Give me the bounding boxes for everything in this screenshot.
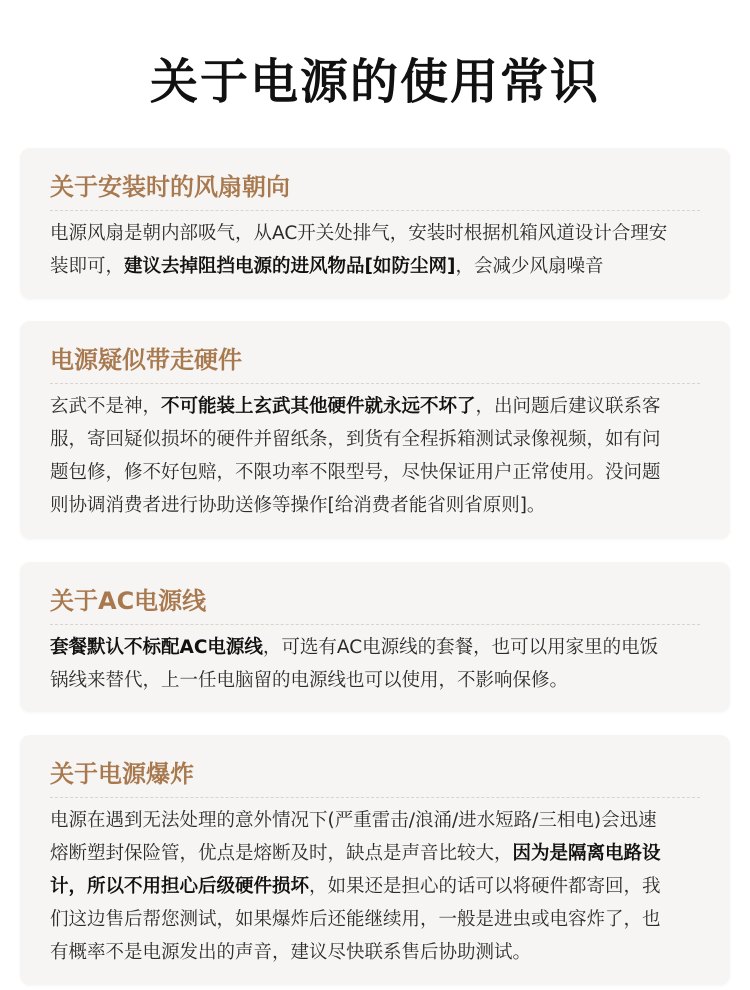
emphasis-text: 不可能装上玄武其他硬件就永远不坏了 bbox=[161, 396, 476, 417]
section-title: 关于电源爆炸 bbox=[50, 759, 700, 798]
emphasis-text: 计，所以不用担心后级硬件损坏 bbox=[50, 876, 310, 897]
paragraph-line bbox=[50, 631, 700, 664]
paragraph-line bbox=[50, 936, 700, 969]
paragraph-line bbox=[50, 804, 700, 837]
paragraph-line bbox=[50, 489, 700, 522]
section-card-psu-explosion bbox=[20, 735, 730, 985]
body-text: ，出问题后建议联系客 bbox=[475, 396, 661, 417]
body-text: 电源在遇到无法处理的意外情况下(严重雷击/浪涌/进水短路/三相电)会迅速 bbox=[50, 810, 657, 831]
emphasis-text: 因为是隔离电路设 bbox=[512, 843, 661, 864]
section-card-hardware-damage bbox=[20, 321, 730, 539]
section-body bbox=[50, 217, 700, 283]
section-body bbox=[50, 804, 700, 969]
body-text: 服，寄回疑似损坏的硬件并留纸条，到货有全程拆箱测试录像视频，如有问 bbox=[50, 429, 661, 450]
paragraph-line bbox=[50, 390, 700, 423]
paragraph-line bbox=[50, 423, 700, 456]
section-body bbox=[50, 631, 700, 697]
body-text: 锅线来替代，上一任电脑留的电源线也可以使用，不影响保修。 bbox=[50, 670, 569, 691]
body-text: 玄武不是神， bbox=[50, 396, 162, 417]
emphasis-text: 套餐默认不标配AC电源线 bbox=[50, 637, 263, 658]
body-text: ，会减少风扇噪音 bbox=[455, 256, 604, 277]
section-card-fan-orientation bbox=[20, 148, 730, 299]
body-text: 们这边售后帮您测试，如果爆炸后还能继续用，一般是进虫或电容炸了，也 bbox=[50, 909, 661, 930]
body-text: ，如果还是担心的话可以将硬件都寄回，我 bbox=[309, 876, 661, 897]
paragraph-line bbox=[50, 870, 700, 903]
body-text: 有概率不是电源发出的声音，建议尽快联系售后协助测试。 bbox=[50, 942, 532, 963]
body-text: 电源风扇是朝内部吸气，从AC开关处排气，安装时根据机箱风道设计合理安 bbox=[50, 223, 668, 244]
paragraph-line bbox=[50, 456, 700, 489]
emphasis-text: 建议去掉阻挡电源的进风物品[如防尘网] bbox=[124, 256, 456, 277]
paragraph-line bbox=[50, 217, 700, 250]
paragraph-line bbox=[50, 837, 700, 870]
body-text: 装即可， bbox=[50, 256, 125, 277]
section-body bbox=[50, 390, 700, 522]
body-text: 熔断塑封保险管，优点是熔断及时，缺点是声音比较大， bbox=[50, 843, 513, 864]
section-title: 电源疑似带走硬件 bbox=[50, 345, 700, 384]
body-text: 则协调消费者进行协助送修等操作[给消费者能省则省原则]。 bbox=[50, 495, 546, 516]
section-title: 关于安装时的风扇朝向 bbox=[50, 172, 700, 211]
body-text: 题包修，修不好包赔，不限功率不限型号，尽快保证用户正常使用。没问题 bbox=[50, 462, 661, 483]
page-title: 关于电源的使用常识 bbox=[149, 54, 600, 110]
section-card-ac-power-cord bbox=[20, 562, 730, 712]
section-title: 关于AC电源线 bbox=[50, 586, 700, 625]
paragraph-line bbox=[50, 250, 700, 283]
body-text: ，可选有AC电源线的套餐，也可以用家里的电饭 bbox=[262, 637, 659, 658]
paragraph-line bbox=[50, 664, 700, 697]
paragraph-line bbox=[50, 903, 700, 936]
